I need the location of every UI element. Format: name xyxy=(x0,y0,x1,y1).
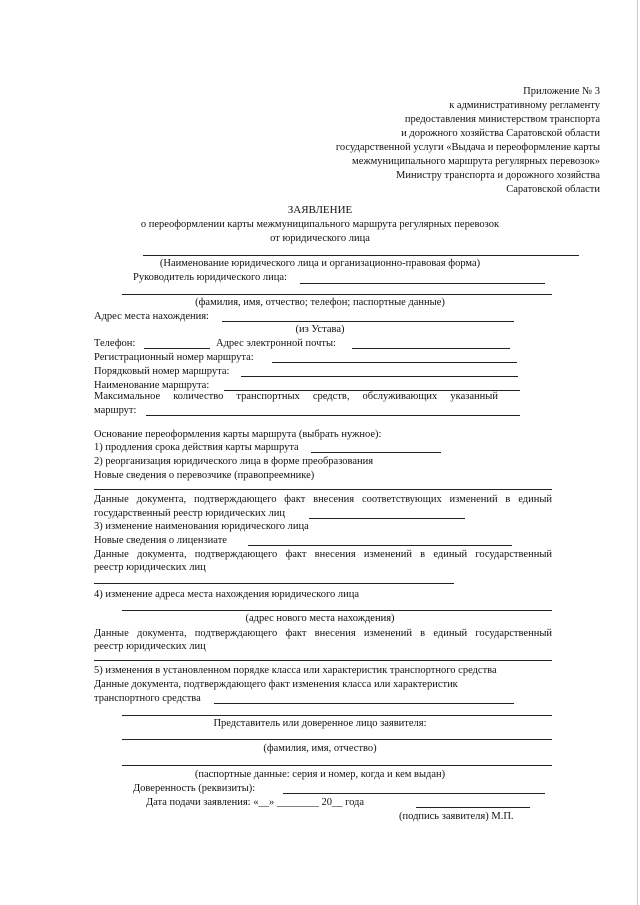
address-label: Адрес места нахождения: xyxy=(94,311,209,322)
doc-a-field[interactable] xyxy=(309,518,465,519)
doc-d-line-2: транспортного средства xyxy=(94,693,201,704)
reason-4-field[interactable] xyxy=(122,610,552,611)
submission-date: Дата подачи заявления: «__» ________ 20__ года xyxy=(146,797,365,808)
reason-3-new-info: Новые сведения о лицензиате xyxy=(94,535,227,546)
appendix-number: Приложение № 3 xyxy=(523,86,600,97)
seq-number-field[interactable] xyxy=(241,376,518,377)
representative-fio-field[interactable] xyxy=(122,739,552,740)
head-caption: (фамилия, имя, отчество; телефон; паспортные данные) xyxy=(195,297,445,308)
doc-b-field[interactable] xyxy=(94,583,454,584)
representative-passport-field[interactable] xyxy=(122,765,552,766)
phone-label: Телефон: xyxy=(94,338,136,349)
reason-2-new-info: Новые сведения о перевозчике (правопреемнике) xyxy=(94,470,315,481)
appendix-line: государственной услуги «Выдача и переоформление карты xyxy=(335,142,600,153)
reason-3: 3) изменение наименования юридического лица xyxy=(94,521,309,532)
reason-4: 4) изменение адреса места нахождения юридического лица xyxy=(94,589,360,600)
doc-c-field[interactable] xyxy=(94,660,552,661)
signature-field[interactable] xyxy=(416,807,530,808)
reason-4-caption: (адрес нового места нахождения) xyxy=(245,613,395,624)
appendix-line: и дорожного хозяйства Саратовской области xyxy=(401,128,600,139)
head-field[interactable] xyxy=(300,283,545,284)
document-title: ЗАЯВЛЕНИЕ xyxy=(287,204,353,216)
reg-number-field[interactable] xyxy=(272,362,517,363)
doc-c-line-1: Данные документа, подтверждающего факт внесения изменений в единый государственный xyxy=(94,628,552,639)
max-vehicles-label-2: маршрут: xyxy=(94,405,137,416)
label-word: обслуживающих xyxy=(362,391,438,402)
addressee-line: Саратовской области xyxy=(506,184,600,195)
appendix-line: межмуниципального маршрута регулярных перевозок» xyxy=(352,156,600,167)
representative-passport-caption: (паспортные данные: серия и номер, когда и кем выдан) xyxy=(194,769,446,780)
addressee-line: Министру транспорта и дорожного хозяйства xyxy=(396,170,600,181)
reason-5: 5) изменения в установленном порядке класса или характеристик транспортного средства xyxy=(94,665,497,676)
reasons-intro: Основание переоформления карты маршрута (выбрать нужное): xyxy=(94,429,382,440)
address-caption: (из Устава) xyxy=(295,324,345,335)
doc-b-line-2: реестр юридических лиц xyxy=(94,562,206,573)
doc-b-line-1: Данные документа, подтверждающего факт внесения изменений в единый государственный xyxy=(94,549,552,560)
reg-number-label: Регистрационный номер маршрута: xyxy=(94,352,254,363)
head-label: Руководитель юридического лица: xyxy=(133,272,287,283)
separator-line xyxy=(122,715,552,716)
doc-d-field[interactable] xyxy=(214,703,514,704)
page-edge-line xyxy=(637,0,638,905)
label-word: Максимальное xyxy=(94,391,161,402)
doc-c-line-2: реестр юридических лиц xyxy=(94,641,206,652)
doc-a-line-2: государственный реестр юридических лиц xyxy=(94,508,285,519)
reason-1-field[interactable] xyxy=(311,452,441,453)
appendix-line: к административному регламенту xyxy=(449,100,600,111)
document-subtitle: от юридического лица xyxy=(270,233,370,244)
power-of-attorney-field[interactable] xyxy=(283,793,545,794)
phone-field[interactable] xyxy=(144,348,210,349)
doc-a-line-1: Данные документа, подтверждающего факт внесения соответствующих изменений в единый xyxy=(94,494,552,505)
label-word: указанный xyxy=(450,391,498,402)
representative-label: Представитель или доверенное лицо заявителя: xyxy=(213,718,427,729)
label-word: транспортных xyxy=(236,391,300,402)
email-field[interactable] xyxy=(352,348,510,349)
label-word: средств, xyxy=(312,391,350,402)
org-name-caption: (Наименование юридического лица и организационно-правовая форма) xyxy=(159,258,481,269)
address-field[interactable] xyxy=(222,321,514,322)
label-word: количество xyxy=(173,391,224,402)
email-label: Адрес электронной почты: xyxy=(216,338,336,349)
document-subtitle: о переоформлении карты межмуниципального маршрута регулярных перевозок xyxy=(140,219,500,230)
reason-2: 2) реорганизация юридического лица в форме преобразования xyxy=(94,456,374,467)
route-name-label: Наименование маршрута: xyxy=(94,380,210,391)
reason-1: 1) продления срока действия карты маршрута xyxy=(94,442,299,453)
representative-fio-caption: (фамилия, имя, отчество) xyxy=(263,743,377,754)
seq-number-label: Порядковый номер маршрута: xyxy=(94,366,230,377)
signature-caption: (подпись заявителя) М.П. xyxy=(399,811,514,822)
max-vehicles-label xyxy=(94,390,498,403)
head-field-2[interactable] xyxy=(122,294,552,295)
org-name-field[interactable] xyxy=(143,255,579,256)
doc-d-line-1: Данные документа, подтверждающего факт изменения класса или характеристик xyxy=(94,679,458,690)
power-of-attorney-label: Доверенность (реквизиты): xyxy=(133,783,256,794)
reason-3-new-info-field[interactable] xyxy=(248,545,512,546)
max-vehicles-field[interactable] xyxy=(146,415,520,416)
appendix-line: предоставления министерством транспорта xyxy=(404,114,600,125)
reason-2-new-info-field[interactable] xyxy=(94,489,552,490)
